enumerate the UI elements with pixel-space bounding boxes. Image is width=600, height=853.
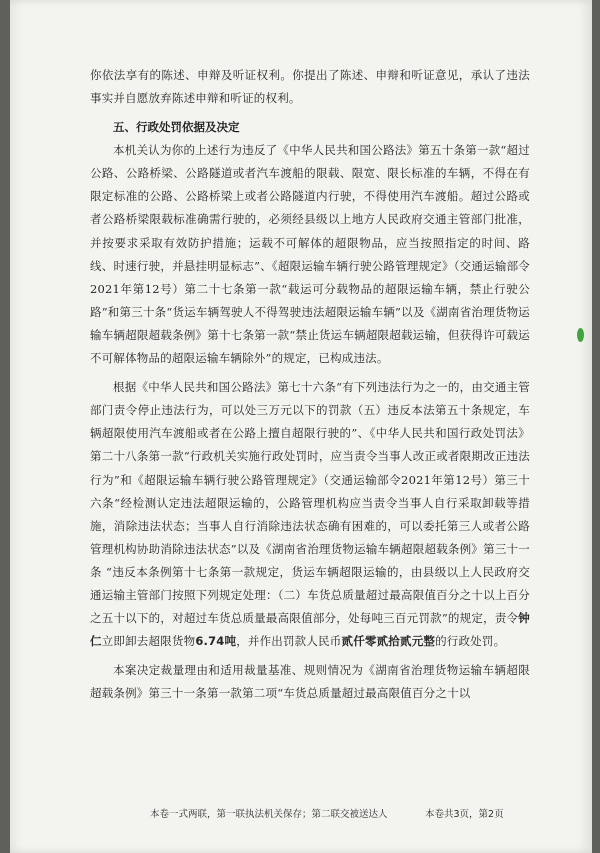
paragraph-penalty bbox=[90, 376, 530, 653]
footer-page-number: 本卷共3页，第2页 bbox=[425, 809, 504, 820]
green-ink-mark bbox=[577, 328, 584, 342]
paragraph-rights: 你依法享有的陈述、申辩及听证权利。你提出了陈述、申辩和听证意见，承认了违法事实并自愿放弃陈述申辩和听证的权利。 bbox=[90, 68, 530, 106]
document-body bbox=[90, 64, 530, 711]
fine-amount: 贰仟零贰拾贰元整 bbox=[341, 634, 436, 649]
penalty-fine-text: ，并作出罚款人民币 bbox=[236, 634, 342, 649]
paragraph-discretion: 本案决定裁量理由和适用裁量基准、规则情况为《湖南省治理货物运输车辆超限超载条例》第三十一条第一款第二项“车货总质量超过最高限值百分之十以 bbox=[90, 663, 530, 701]
document-page bbox=[10, 0, 592, 853]
section-heading: 五、行政处罚依据及决定 bbox=[113, 120, 240, 135]
party-name: 钟 仁 bbox=[90, 611, 530, 649]
penalty-unload-text: 立即卸去超限货物 bbox=[101, 634, 196, 649]
penalty-basis-text: 根据《中华人民共和国公路法》第七十六条“有下列违法行为之一的，由交通主管部门责令停止违法行为，可以处三万元以下的罚款（五）违反本法第五十条规定，车辆超限使用汽车渡船或者在公路上擅自超限行驶的”、《中华人民共和国行政处罚法》第二十八条第一款“行政机关实施行政处罚时，应当责令当事人改正或者限期改正违法行为”和《超限运输车辆行驶公路管理规定》（交通运输部令2021年第12号）第三十六条“经检测认定违法超限运输的，公路管理机构应当责令当事人自行采取卸载等措施，消除违法状态；当事人自行消除违法状态确有困难的，可以委托第三人或者公路管理机构协助消除违法状态”以及《湖南省治理货物运输车辆超限超载条例》第三十一条 “违反本条例第十七条第一款规定，货运车辆超限运输的，由县级以上人民政府交通运输主管部门按照下列规定处理：（二）车货总质量超过最高限值百分之十以上百分之五十以下的，对超过车货总质量最高限值部分，处每吨三百元罚款”的规定，责令 bbox=[90, 380, 530, 626]
excess-weight: 6.74吨 bbox=[195, 634, 237, 649]
paragraph-violation: 本机关认为你的上述行为违反了《中华人民共和国公路法》第五十条第一款“超过公路、公路桥梁、公路隧道或者汽车渡船的限载、限宽、限长标准的车辆，不得在有限定标准的公路、公路桥梁上或者公路隧道内行驶，不得使用汽车渡船。超过公路或者公路桥梁限载标准确需行驶的，必须经县级以上地方人民政府交通主管部门批准，并按要求采取有效防护措施；运载不可解体的超限物品，应当按照指定的时间、路线、时速行驶，并悬挂明显标志”、《超限运输车辆行驶公路管理规定》（交通运输部令2021年第12号）第二十七条第一款“载运可分载物品的超限运输车辆，禁止行驶公路”和第三十条“货运车辆驾驶人不得驾驶违法超限运输车辆”以及《湖南省治理货物运输车辆超限超载条例》第十七条第一款“禁止货运车辆超限超载运输，但获得许可载运不可解体物品的超限运输车辆除外”的规定，已构成违法。 bbox=[90, 143, 530, 366]
penalty-end-text: 的行政处罚。 bbox=[435, 634, 506, 649]
footer-copies-note: 本卷一式两联，第一联执法机关保存；第二联交被送达人 bbox=[150, 809, 388, 820]
